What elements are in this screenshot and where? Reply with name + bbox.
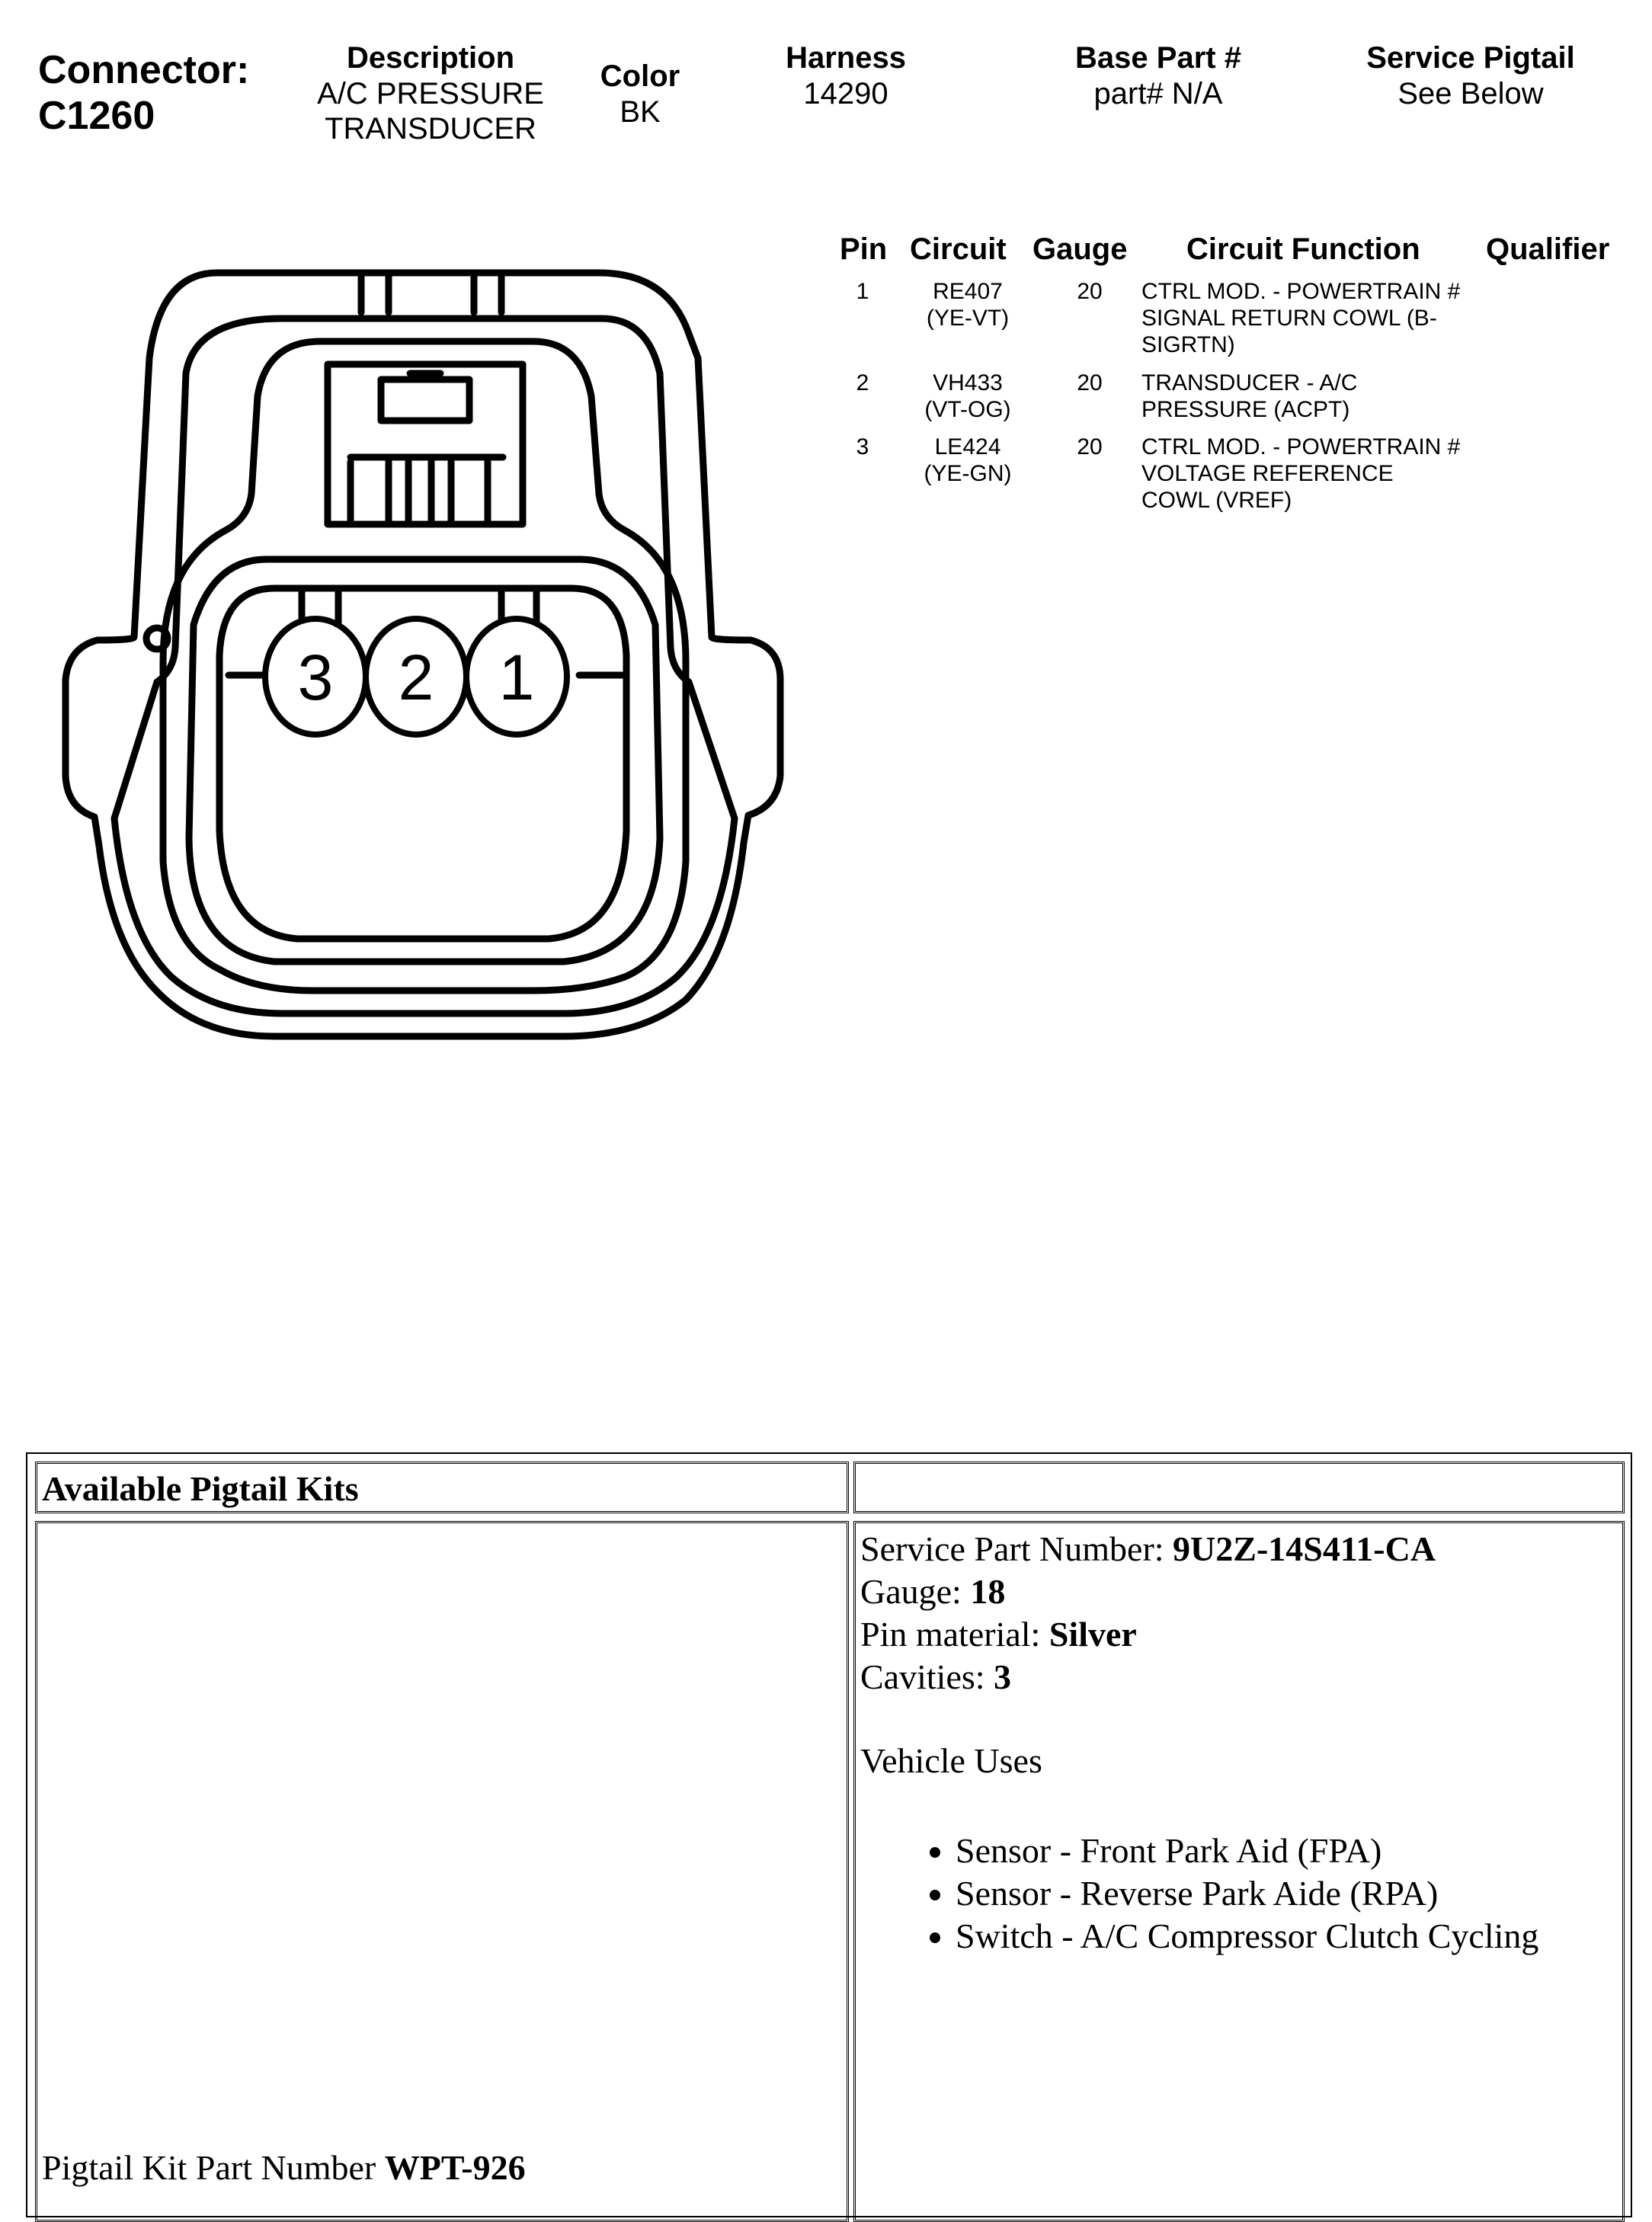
function-line: TRANSDUCER - A/C — [1141, 370, 1358, 395]
circuit-color: (YE-VT) — [926, 306, 1010, 331]
function-line: SIGNAL RETURN COWL (B- — [1141, 306, 1437, 331]
gauge-line — [860, 1570, 1615, 1613]
pigtail-kit-part-number — [42, 2147, 526, 2189]
description-label: Description — [346, 41, 515, 75]
service-part-line — [860, 1528, 1615, 1570]
gauge-value: 18 — [970, 1572, 1006, 1611]
service-pigtail-label: Service Pigtail — [1366, 41, 1575, 75]
connector-label: Connector: — [38, 48, 250, 92]
pigtail-details-cell — [853, 1521, 1625, 2222]
top-tab-left — [361, 276, 389, 312]
service-part-value: 9U2Z-14S411-CA — [1173, 1529, 1436, 1568]
kit-part-label: Pigtail Kit Part Number — [42, 2148, 385, 2187]
circuit-color: (VT-OG) — [924, 397, 1011, 422]
circuit-header: Circuit — [910, 232, 1007, 266]
service-pigtail-value: See Below — [1397, 77, 1544, 110]
pin-number: 1 — [856, 279, 869, 304]
pigtail-heading-empty-cell — [853, 1462, 1625, 1513]
circuit-id: VH433 — [933, 370, 1003, 395]
circuit-cell — [899, 278, 1036, 331]
pin-material-value: Silver — [1049, 1615, 1137, 1654]
service-part-label: Service Part Number: — [860, 1529, 1173, 1568]
gauge-cell: 20 — [1077, 279, 1103, 304]
latch-frame — [328, 364, 523, 524]
function-line: PRESSURE (ACPT) — [1141, 397, 1350, 422]
description-line1: A/C PRESSURE — [317, 77, 544, 110]
description-column — [290, 40, 571, 146]
circuit-color: (YE-GN) — [924, 461, 1012, 486]
pigtail-image-cell — [35, 1521, 849, 2222]
qualifier-header: Qualifier — [1486, 232, 1610, 266]
cavities-line — [860, 1656, 1615, 1699]
vehicle-use-item: • Sensor - Reverse Park Aide (RPA) — [956, 1872, 1615, 1915]
pin-3-label: 3 — [297, 642, 334, 713]
top-tab-right — [474, 276, 501, 312]
circuit-function-cell — [1141, 278, 1500, 358]
function-line: CTRL MOD. - POWERTRAIN # — [1141, 434, 1461, 459]
pin-2-label: 2 — [398, 642, 434, 713]
base-part-value: part# N/A — [1093, 77, 1223, 110]
pin-header: Pin — [840, 232, 888, 266]
pin-number: 3 — [856, 434, 869, 459]
pin-1-label: 1 — [498, 642, 535, 713]
connector-face-diagram — [46, 251, 800, 1059]
color-value: BK — [620, 95, 661, 129]
function-line: COWL (VREF) — [1141, 488, 1292, 513]
connector-header — [38, 47, 249, 139]
circuit-function-header: Circuit Function — [1186, 232, 1420, 266]
pin-material-label: Pin material: — [860, 1615, 1049, 1654]
circuit-cell — [899, 434, 1036, 487]
vehicle-use-item: • Switch - A/C Compressor Clutch Cycling — [956, 1915, 1615, 1958]
cavities-value: 3 — [994, 1657, 1012, 1696]
circuit-cell — [899, 370, 1036, 423]
latch-lock — [381, 373, 469, 421]
circuit-function-cell — [1141, 370, 1500, 423]
pigtail-heading: Available Pigtail Kits — [42, 1469, 359, 1508]
latch-rails — [351, 457, 503, 524]
function-line: CTRL MOD. - POWERTRAIN # — [1141, 279, 1461, 304]
pin-material-line — [860, 1613, 1615, 1656]
circuit-id: LE424 — [934, 434, 1001, 459]
vehicle-use-item: • Sensor - Front Park Aid (FPA) — [956, 1830, 1615, 1872]
pin-number: 2 — [856, 370, 869, 395]
description-line2: TRANSDUCER — [325, 112, 536, 146]
pigtail-heading-cell — [35, 1462, 849, 1513]
harness-value: 14290 — [803, 77, 888, 110]
keying-notch — [146, 628, 168, 649]
vehicle-uses-label: Vehicle Uses — [860, 1741, 1042, 1780]
circuit-id: RE407 — [933, 279, 1003, 304]
gauge-label: Gauge: — [860, 1572, 971, 1611]
color-column — [579, 58, 701, 130]
harness-label: Harness — [786, 41, 906, 75]
gauge-cell: 20 — [1077, 370, 1103, 395]
connector-id: C1260 — [38, 94, 155, 138]
kit-part-value: WPT-926 — [384, 2148, 526, 2187]
base-part-column — [1029, 40, 1288, 111]
service-pigtail-column — [1333, 40, 1608, 111]
base-part-label: Base Part # — [1075, 41, 1241, 75]
function-line: VOLTAGE REFERENCE — [1141, 461, 1394, 486]
gauge-cell: 20 — [1077, 434, 1103, 459]
vehicle-uses-list — [860, 1830, 1615, 1958]
function-line: SIGRTN) — [1141, 332, 1235, 357]
color-label: Color — [600, 59, 680, 93]
pigtail-kits-table — [26, 1452, 1632, 2217]
cavities-label: Cavities: — [860, 1657, 994, 1696]
gauge-header: Gauge — [1032, 232, 1128, 266]
harness-column — [754, 40, 937, 111]
circuit-function-cell — [1141, 434, 1500, 514]
